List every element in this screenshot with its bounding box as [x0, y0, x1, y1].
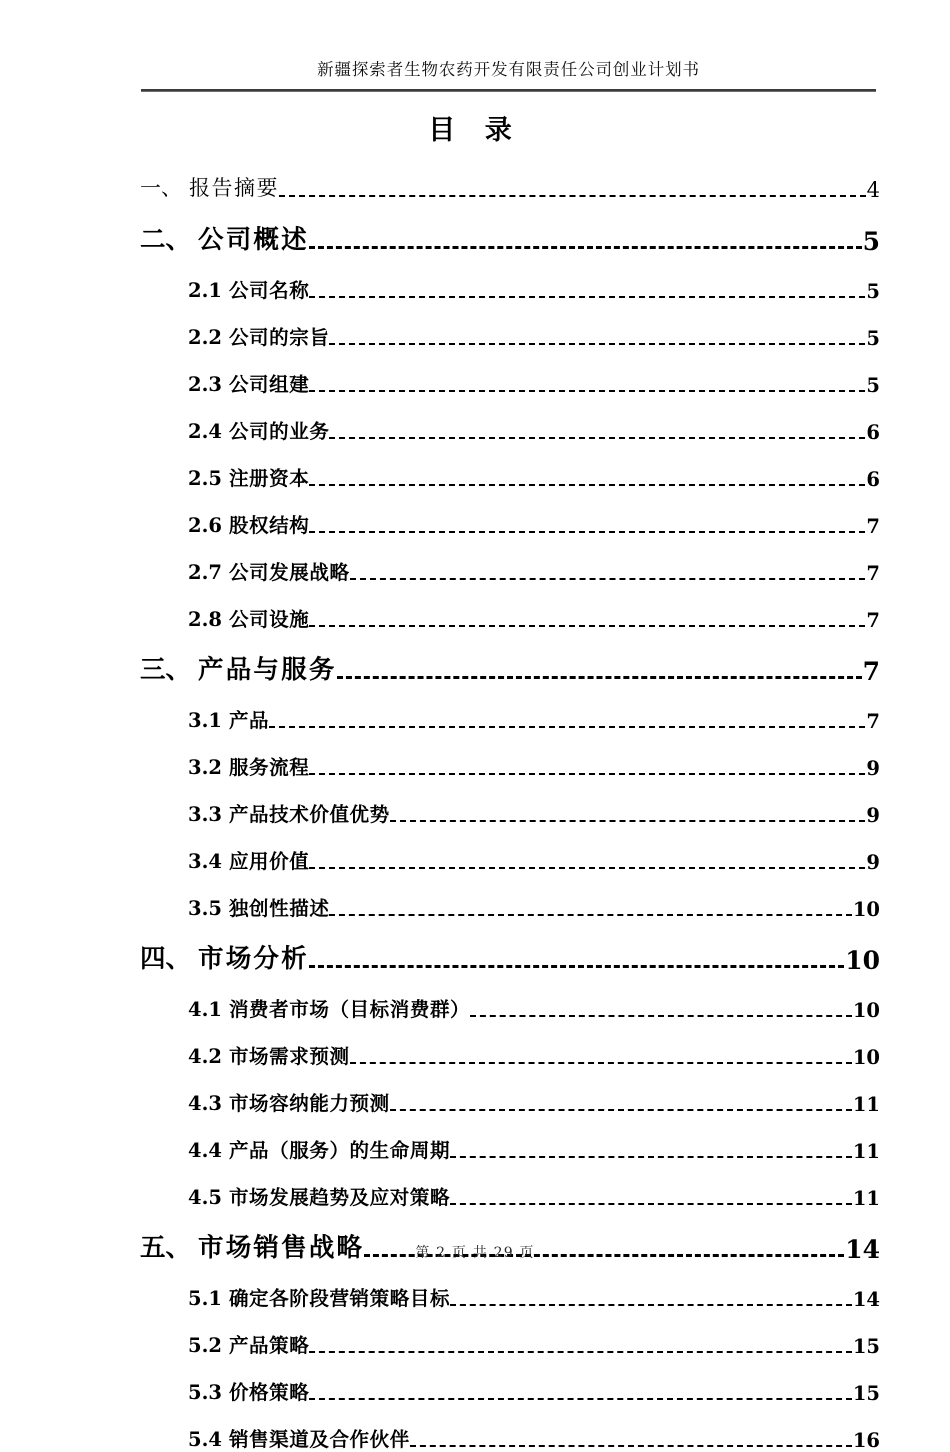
toc-leader-dashes	[450, 1144, 852, 1164]
toc-leader-dashes	[450, 1191, 852, 1211]
toc-entry-title: 确定各阶段营销策略目标	[229, 1287, 450, 1310]
toc-entry-title: 公司的业务	[229, 420, 330, 443]
toc-entry-label	[188, 752, 309, 780]
toc-leader-dashes	[279, 181, 866, 202]
toc-leader-dashes	[309, 231, 862, 257]
toc-entry-title: 消费者市场（目标消费群）	[229, 998, 470, 1021]
toc-entry-label	[188, 463, 309, 491]
toc-entry[interactable]	[140, 780, 880, 827]
toc-entry-number: 4.3	[188, 1092, 222, 1115]
toc-entry-number: 五、	[140, 1233, 191, 1263]
toc-leader-dashes	[329, 902, 851, 922]
toc-entry-page-number: 5	[865, 280, 880, 303]
toc-entry-number: 3.1	[188, 709, 222, 732]
toc-entry[interactable]	[140, 874, 880, 921]
toc-entry[interactable]	[140, 1116, 880, 1163]
header-title: 新疆探索者生物农药开发有限责任公司创业计划书	[317, 58, 700, 82]
toc-leader-dashes	[350, 566, 866, 586]
toc-entry-label	[188, 369, 309, 397]
toc-leader-dashes	[390, 808, 866, 828]
toc-entry-title: 市场需求预测	[229, 1045, 350, 1068]
toc-entry-page-number: 15	[852, 1335, 880, 1358]
toc-entry[interactable]	[140, 538, 880, 585]
toc-entry-label	[188, 322, 329, 350]
toc-entry-page-number: 14	[844, 1235, 880, 1264]
toc-entry-page-number: 7	[862, 657, 880, 686]
toc-entry-page-number: 7	[865, 609, 880, 632]
toc-entry-number: 4.1	[188, 998, 222, 1021]
toc-entry-title: 产品（服务）的生命周期	[229, 1139, 450, 1162]
toc-entry-title: 独创性描述	[229, 897, 330, 920]
toc-leader-dashes	[450, 1292, 852, 1312]
toc-entry[interactable]	[140, 256, 880, 303]
toc-entry-title: 应用价值	[229, 850, 309, 873]
toc-entry-title: 公司的宗旨	[229, 326, 330, 349]
toc-entry[interactable]	[140, 1163, 880, 1210]
toc-entry-label	[188, 799, 390, 827]
toc-leader-dashes	[309, 519, 865, 539]
toc-entry-title: 市场发展趋势及应对策略	[229, 1186, 450, 1209]
toc-entry[interactable]	[140, 686, 880, 733]
toc-entry-label	[188, 1283, 450, 1311]
toc-entry-title: 销售渠道及合作伙伴	[229, 1428, 410, 1451]
toc-leader-dashes	[390, 1097, 852, 1117]
toc-entry-title: 产品	[229, 709, 269, 732]
toc-entry-page-number: 15	[852, 1382, 880, 1405]
toc-entry-title: 注册资本	[229, 467, 309, 490]
toc-entry[interactable]	[140, 1069, 880, 1116]
toc-entry-page-number: 5	[862, 227, 880, 256]
toc-entry-page-number: 11	[852, 1187, 880, 1210]
toc-entry-page-number: 10	[852, 999, 880, 1022]
toc-entry-page-number: 5	[865, 327, 880, 350]
toc-entry-page-number: 10	[852, 1046, 880, 1069]
toc-entry-label	[188, 604, 309, 632]
toc-entry-number: 3.5	[188, 897, 222, 920]
toc-entry-number: 2.6	[188, 514, 222, 537]
toc-entry-title: 市场分析	[198, 944, 309, 974]
toc-leader-dashes	[410, 1433, 852, 1452]
toc-entry[interactable]	[140, 156, 880, 202]
toc-entry-number: 5.3	[188, 1381, 222, 1404]
toc-entry-title: 报告摘要	[189, 176, 279, 200]
toc-entry[interactable]	[140, 733, 880, 780]
toc-entry-number: 2.8	[188, 608, 222, 631]
toc-entry-page-number: 10	[844, 946, 880, 975]
toc-entry-title: 公司名称	[229, 279, 309, 302]
toc-entry-label	[188, 1377, 309, 1405]
toc-entry-number: 5.1	[188, 1287, 222, 1310]
toc-entry-page-number: 11	[852, 1140, 880, 1163]
toc-entry-title: 公司概述	[198, 225, 309, 255]
toc-entry-number: 3.3	[188, 803, 222, 826]
toc-entry-title: 产品与服务	[198, 655, 337, 685]
toc-entry-label	[188, 416, 329, 444]
toc-entry-page-number: 14	[852, 1288, 880, 1311]
toc-entry-page-number: 4	[866, 178, 880, 202]
toc-entry-number: 三、	[140, 655, 191, 685]
toc-entry-label	[188, 1330, 309, 1358]
toc-entry-label	[140, 220, 309, 256]
toc-entry-title: 服务流程	[229, 756, 309, 779]
toc-entry-title: 公司设施	[229, 608, 309, 631]
toc-entry-page-number: 16	[852, 1429, 880, 1452]
toc-entry-label	[188, 994, 470, 1022]
toc-entry[interactable]	[140, 1022, 880, 1069]
toc-entry-title: 股权结构	[229, 514, 309, 537]
toc-leader-dashes	[337, 661, 862, 687]
toc-entry-number: 2.5	[188, 467, 222, 490]
toc-entry-page-number: 7	[865, 562, 880, 585]
toc-entry-number: 5.2	[188, 1334, 222, 1357]
toc-leader-dashes	[470, 1003, 852, 1023]
toc-entry-label	[140, 939, 309, 975]
toc-entry[interactable]	[140, 585, 880, 632]
toc-entry-page-number: 7	[865, 710, 880, 733]
toc-leader-dashes	[329, 425, 865, 445]
toc-entry-number: 5.4	[188, 1428, 222, 1451]
toc-entry-label	[188, 846, 309, 874]
toc-entry-number: 2.1	[188, 279, 222, 302]
toc-leader-dashes	[350, 1050, 852, 1070]
toc-leader-dashes	[309, 472, 865, 492]
toc-entry[interactable]	[140, 1405, 880, 1452]
toc-entry[interactable]	[140, 1264, 880, 1311]
toc-entry-title: 产品技术价值优势	[229, 803, 390, 826]
toc-entry-title: 公司组建	[229, 373, 309, 396]
toc-leader-dashes	[309, 378, 865, 398]
toc-entry[interactable]	[140, 827, 880, 874]
toc-leader-dashes	[269, 714, 865, 734]
toc-entry-label	[188, 1135, 450, 1163]
toc-entry-number: 2.7	[188, 561, 222, 584]
toc-leader-dashes	[309, 761, 865, 781]
toc-entry-number: 2.3	[188, 373, 222, 396]
toc-entry-label	[188, 275, 309, 303]
toc-entry[interactable]	[140, 1358, 880, 1405]
toc-entry-label	[188, 510, 309, 538]
toc-entry[interactable]	[140, 975, 880, 1022]
toc-entry-title: 公司发展战略	[229, 561, 350, 584]
toc-entry[interactable]	[140, 202, 880, 256]
toc-leader-dashes	[329, 331, 865, 351]
toc-entry-page-number: 6	[865, 421, 880, 444]
toc-entry-page-number: 9	[865, 757, 880, 780]
toc-entry-title: 产品策略	[229, 1334, 309, 1357]
toc-entry-label	[188, 705, 269, 733]
toc-entry-page-number: 10	[852, 898, 880, 921]
toc-entry[interactable]	[140, 1311, 880, 1358]
toc-entry-title: 市场容纳能力预测	[229, 1092, 390, 1115]
toc-entry[interactable]	[140, 303, 880, 350]
toc-entry-number: 四、	[140, 944, 191, 974]
toc-entry-label	[188, 1088, 390, 1116]
page-title: 目 录	[0, 108, 950, 147]
toc-entry-label	[140, 650, 337, 686]
toc-entry[interactable]	[140, 632, 880, 686]
toc-entry-number: 4.2	[188, 1045, 222, 1068]
toc-entry-label	[188, 1424, 410, 1452]
toc-leader-dashes	[309, 950, 844, 976]
toc-entry[interactable]	[140, 397, 880, 444]
toc-entry-page-number: 6	[865, 468, 880, 491]
toc-entry-page-number: 11	[852, 1093, 880, 1116]
toc-entry[interactable]	[140, 491, 880, 538]
toc-entry-label	[140, 172, 279, 202]
toc-entry-number: 2.2	[188, 326, 222, 349]
toc-entry-title: 价格策略	[229, 1381, 309, 1404]
page-footer: 第 2 页 共 29 页	[0, 1242, 950, 1262]
toc-entry-label	[188, 557, 350, 585]
toc-entry-page-number: 9	[865, 851, 880, 874]
toc-entry[interactable]	[140, 444, 880, 491]
toc-entry[interactable]	[140, 921, 880, 975]
toc-leader-dashes	[309, 284, 865, 304]
toc-leader-dashes	[309, 1339, 852, 1359]
toc-leader-dashes	[309, 1386, 852, 1406]
running-header	[141, 58, 876, 82]
toc-entry-page-number: 7	[865, 515, 880, 538]
toc-entry-label	[188, 1182, 450, 1210]
toc-leader-dashes	[309, 855, 865, 875]
toc-entry-number: 2.4	[188, 420, 222, 443]
toc-entry-page-number: 9	[865, 804, 880, 827]
toc-entry-number: 3.4	[188, 850, 222, 873]
toc-entry-title: 市场销售战略	[198, 1233, 364, 1263]
toc-entry-label	[188, 1041, 350, 1069]
toc-entry-label	[188, 893, 329, 921]
toc-entry-number: 一、	[140, 176, 182, 200]
toc-entry[interactable]	[140, 350, 880, 397]
toc-entry-page-number: 5	[865, 374, 880, 397]
toc-entry-number: 4.5	[188, 1186, 222, 1209]
toc-entry-number: 3.2	[188, 756, 222, 779]
header-divider	[141, 89, 876, 92]
toc-entry-number: 4.4	[188, 1139, 222, 1162]
toc-leader-dashes	[309, 613, 865, 633]
toc-entry-number: 二、	[140, 225, 191, 255]
